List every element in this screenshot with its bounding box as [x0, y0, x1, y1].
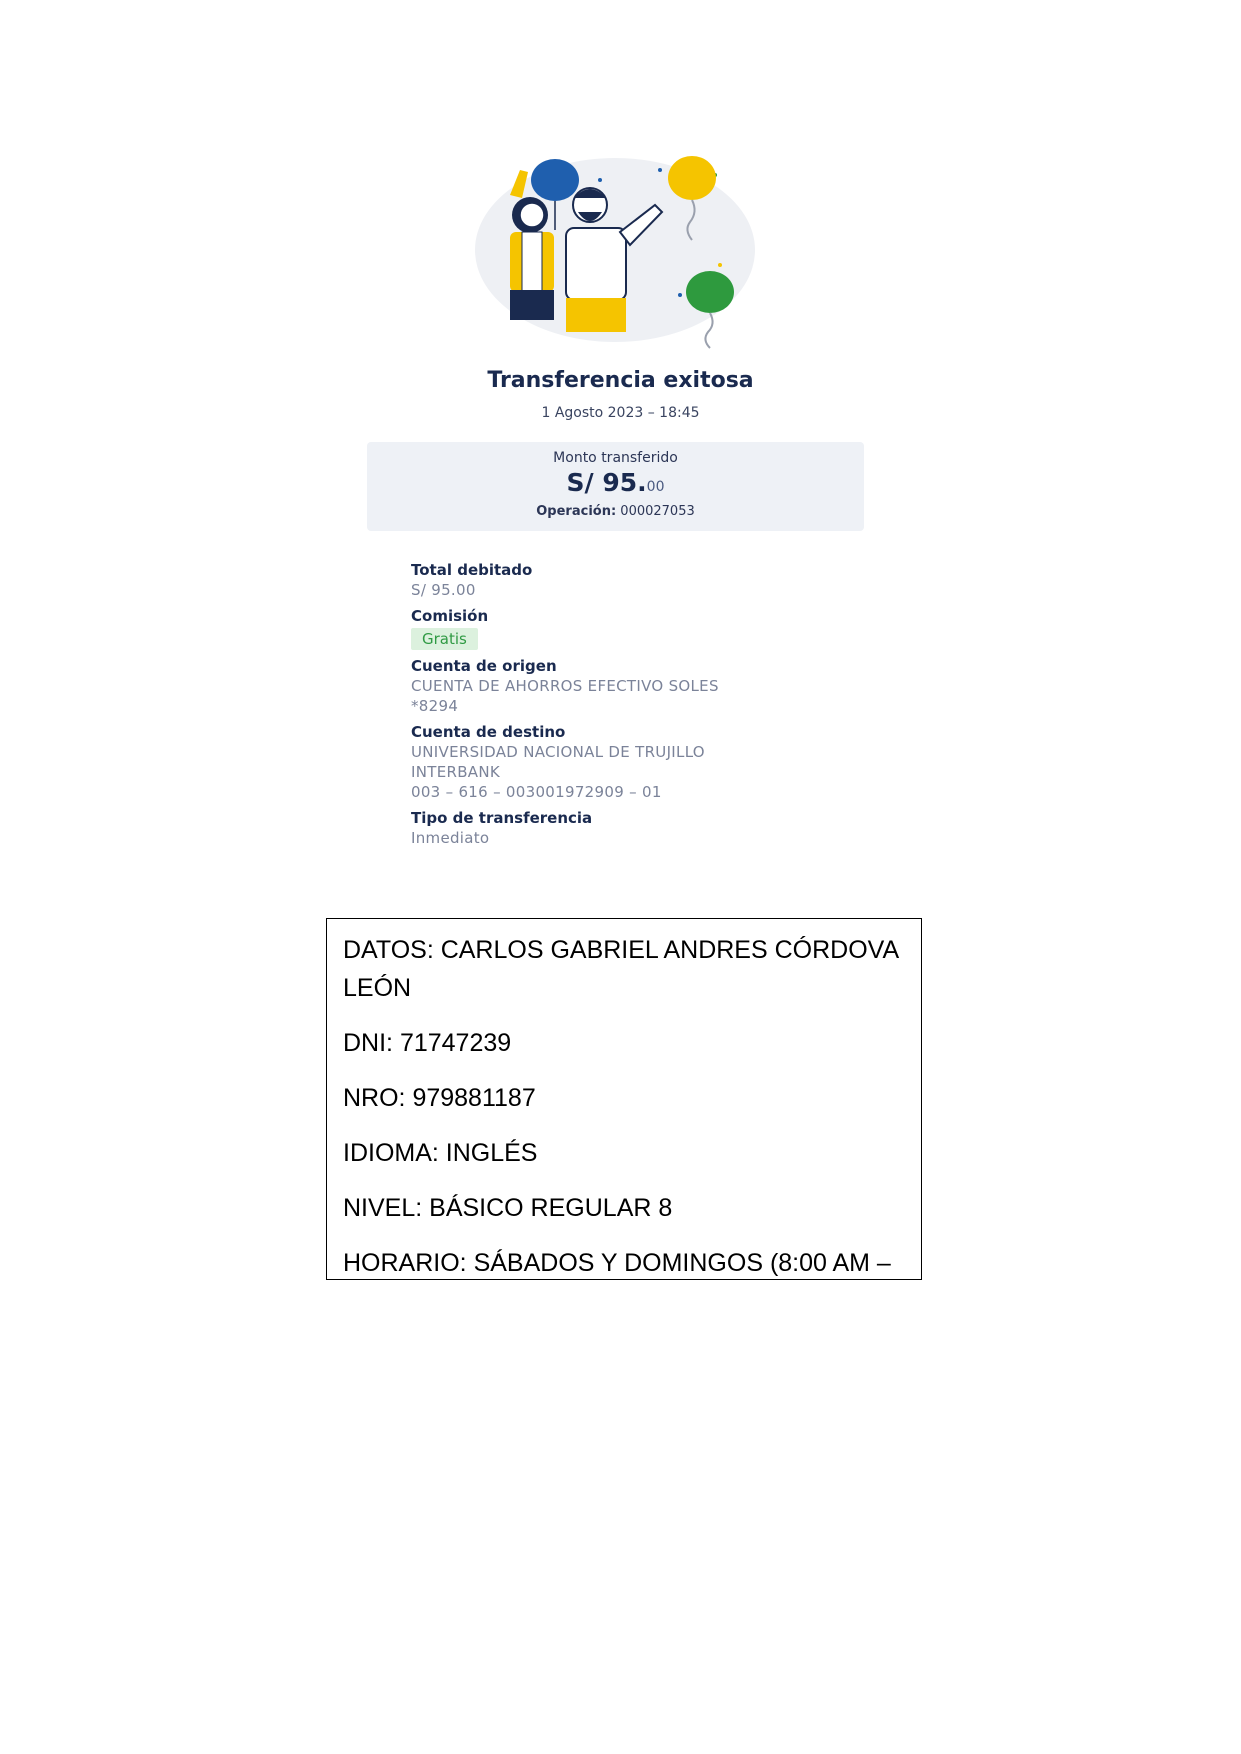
detail-value: S/ 95.00: [411, 581, 476, 599]
detail-value: *8294: [411, 697, 459, 715]
green-balloon-icon: [686, 271, 734, 313]
amount-label: Monto transferido: [553, 450, 678, 466]
detail-label: Total debitado: [411, 561, 533, 579]
free-badge: Gratis: [411, 628, 478, 650]
transfer-details: [411, 560, 871, 854]
detail-value: UNIVERSIDAD NACIONAL DE TRUJILLO: [411, 743, 705, 761]
detail-value: Inmediato: [411, 829, 490, 847]
detail-commission: [411, 606, 871, 650]
amount-main: S/ 95.: [566, 468, 647, 497]
student-info-box: [326, 918, 922, 1280]
detail-destination: [411, 722, 871, 802]
detail-label: Cuenta de destino: [411, 723, 566, 741]
yellow-balloon-icon: [668, 156, 716, 200]
transfer-success-title: Transferencia exitosa: [487, 368, 754, 393]
detail-total: [411, 560, 871, 600]
detail-label: Tipo de transferencia: [411, 809, 593, 827]
blue-balloon-icon: [531, 159, 579, 201]
celebration-illustration: [470, 150, 770, 350]
info-nivel: NIVEL: BÁSICO REGULAR 8: [343, 1194, 673, 1222]
detail-value: INTERBANK: [411, 763, 501, 781]
info-datos: DATOS: CARLOS GABRIEL ANDRES CÓRDOVA LEÓN: [343, 936, 898, 1002]
amount-cents: 00: [646, 479, 665, 495]
amount-card: [367, 442, 864, 531]
info-dni: DNI: 71747239: [343, 1029, 512, 1057]
info-horario: HORARIO: SÁBADOS Y DOMINGOS (8:00 AM –: [343, 1249, 891, 1277]
info-idioma: IDIOMA: INGLÉS: [343, 1139, 538, 1167]
detail-label: Cuenta de origen: [411, 657, 557, 675]
detail-origin: [411, 656, 871, 716]
operation-value: 000027053: [620, 504, 695, 519]
info-nro: NRO: 979881187: [343, 1084, 536, 1112]
operation-label: Operación:: [536, 504, 617, 519]
detail-type: [411, 808, 871, 848]
amount-value: [367, 468, 864, 497]
detail-value: CUENTA DE AHORROS EFECTIVO SOLES: [411, 677, 719, 695]
operation-number: [367, 504, 864, 519]
detail-label: Comisión: [411, 607, 489, 625]
detail-value: 003 – 616 – 003001972909 – 01: [411, 783, 662, 801]
transfer-datetime: 1 Agosto 2023 – 18:45: [541, 405, 700, 421]
